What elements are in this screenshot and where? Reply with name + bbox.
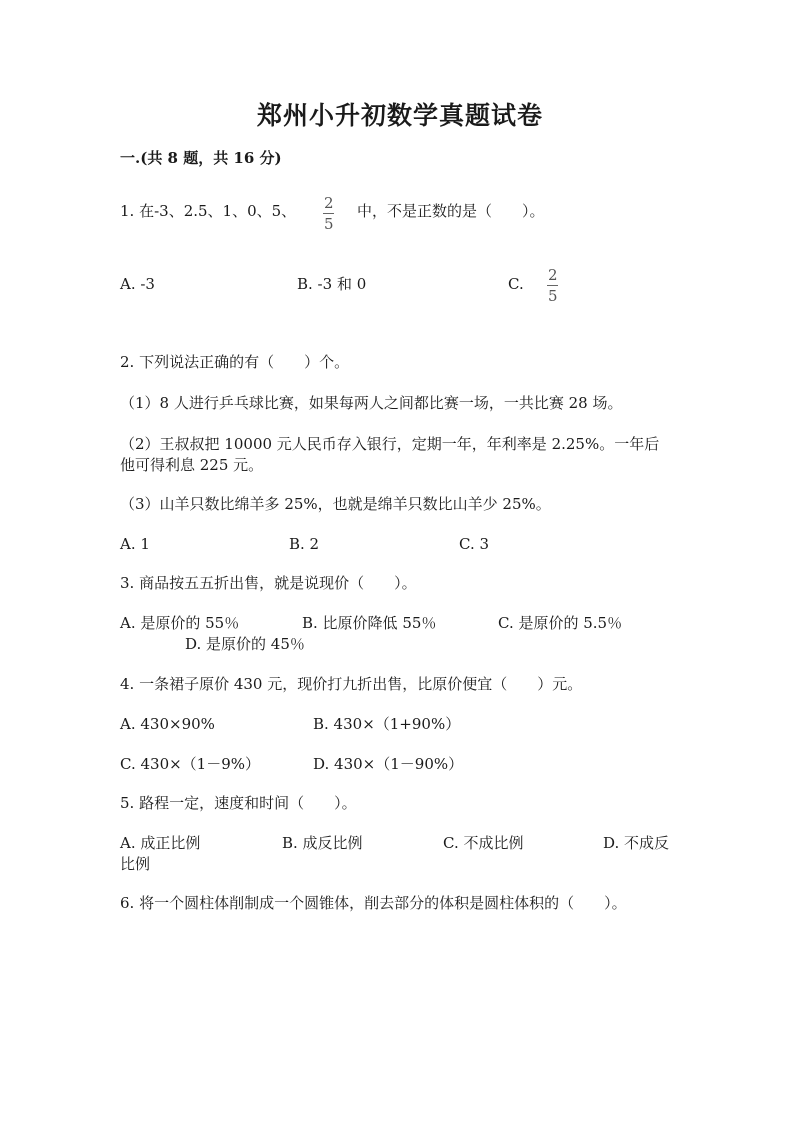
q2-statement-2-line-1: （2）王叔叔把 10000 元人民币存入银行，定期一年，年利率是 2.25%。一年后 [120, 435, 660, 453]
section-heading: 一.(共 8 题，共 16 分) [120, 149, 282, 167]
q2-stem: 2. 下列说法正确的有（ ）个。 [120, 353, 350, 371]
q1-stem-end: 中，不是正数的是（ ）。 [357, 202, 545, 220]
q5-option-d-continued: 比例 [120, 855, 151, 873]
q2-statement-1: （1）8 人进行乒乓球比赛，如果每两人之间都比赛一场，一共比赛 28 场。 [120, 394, 623, 412]
q1-option-b: B. -3 和 0 [297, 275, 367, 293]
q4-option-c: C. 430×（1－9%） [120, 755, 261, 773]
q1-option-c-numerator: 2 [548, 266, 558, 284]
page-title: 郑州小升初数学真题试卷 [256, 101, 543, 130]
q3-option-d: D. 是原价的 45％ [185, 635, 305, 653]
q4-option-a: A. 430×90% [120, 715, 215, 733]
q4-option-b: B. 430×（1+90%） [313, 715, 461, 733]
q2-statement-3: （3）山羊只数比绵羊多 25%，也就是绵羊只数比山羊少 25%。 [120, 495, 551, 513]
q5-option-c: C. 不成比例 [443, 834, 524, 852]
q5-option-b: B. 成反比例 [282, 834, 363, 852]
q6-stem: 6. 将一个圆柱体削制成一个圆锥体，削去部分的体积是圆柱体积的（ ）。 [120, 894, 627, 912]
q5-option-d: D. 不成反 [603, 834, 670, 852]
q2-option-a: A. 1 [120, 535, 150, 553]
q1-option-c: C. [508, 275, 524, 293]
q3-option-c: C. 是原价的 5.5％ [498, 614, 623, 632]
q5-option-a: A. 成正比例 [120, 834, 201, 852]
q3-stem: 3. 商品按五五折出售，就是说现价（ ）。 [120, 574, 417, 592]
q3-option-b: B. 比原价降低 55％ [302, 614, 437, 632]
q2-option-c: C. 3 [459, 535, 490, 553]
fraction-bar [323, 213, 334, 214]
q1-fraction-denominator: 5 [324, 215, 334, 233]
q1-option-c-denominator: 5 [548, 287, 558, 305]
q5-stem: 5. 路程一定，速度和时间（ ）。 [120, 794, 357, 812]
q2-statement-2-line-2: 他可得利息 225 元。 [120, 456, 264, 474]
q1-option-a: A. -3 [120, 275, 155, 293]
q3-option-a: A. 是原价的 55％ [120, 614, 240, 632]
q1-fraction-numerator: 2 [324, 194, 334, 212]
q2-option-b: B. 2 [289, 535, 320, 553]
q1-fraction [322, 195, 336, 232]
q4-stem: 4. 一条裙子原价 430 元，现价打九折出售，比原价便宜（ ）元。 [120, 675, 583, 693]
fraction-bar [547, 285, 558, 286]
q4-option-d: D. 430×（1－90%） [313, 755, 464, 773]
q1-option-c-fraction [546, 267, 560, 304]
q1-stem-start: 1. 在-3、2.5、1、0、5、 [120, 202, 297, 220]
